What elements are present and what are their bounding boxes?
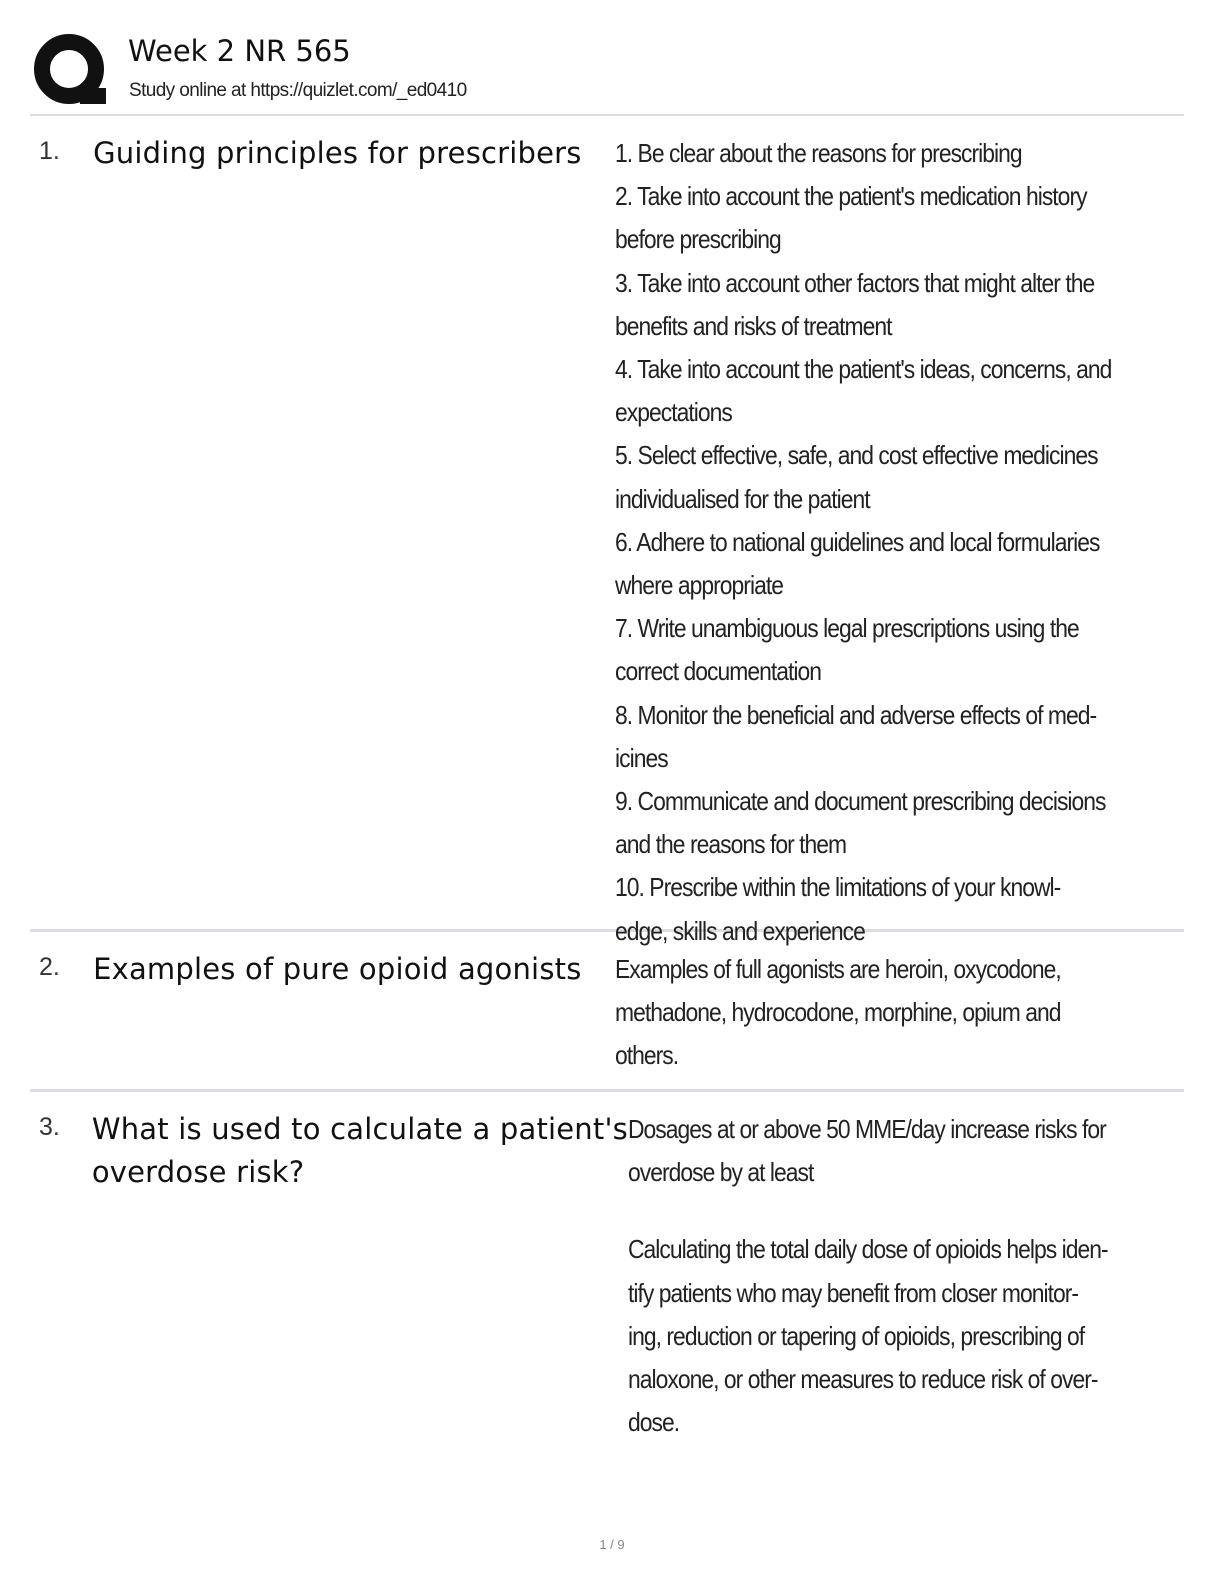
page-number: 1 / 9 [599, 1537, 625, 1552]
card-term [93, 948, 615, 1067]
definition-line: benefits and risks of treatment [614, 310, 892, 341]
document-title: Week 2 NR 565 [128, 34, 351, 68]
card-definition [628, 1108, 1117, 1444]
document-header [30, 28, 1184, 116]
card-definition [614, 948, 1116, 1071]
definition-paragraph [628, 1108, 1117, 1194]
term-line: overdose risk? [91, 1155, 305, 1189]
term-line: Examples of pure opioid agonists [93, 952, 582, 986]
definition-line: 6. Adhere to national guidelines and local formularies [614, 526, 1100, 557]
study-online-link-text: Study online at https://quizlet.com/_ed0410 [129, 80, 467, 101]
card-term [93, 132, 615, 907]
definition-line: edge, skills and experience [614, 915, 865, 946]
card-definition [614, 132, 1116, 946]
definition-line: 4. Take into account the patient's ideas, concerns, and [614, 354, 1112, 385]
definition-line: expectations [614, 397, 732, 428]
definition-line: tify patients who may benefit from closer monitor- [627, 1277, 1079, 1308]
card-number: 2. [39, 953, 60, 981]
definition-line: methadone, hydrocodone, morphine, opium and [614, 997, 1061, 1028]
flashcard [30, 116, 1184, 946]
definition-line: Dosages at or above 50 MME/day increase risks for [627, 1114, 1106, 1144]
flashcard [30, 932, 1184, 1092]
definition-line: 5. Select effective, safe, and cost effective medicines [614, 440, 1098, 471]
definition-line: 3. Take into account other factors that might alter the [614, 267, 1095, 298]
term-line: What is used to calculate a patient's [91, 1112, 628, 1146]
definition-line: 7. Write unambiguous legal prescriptions using the [614, 613, 1079, 644]
definition-line: before prescribing [614, 224, 781, 255]
card-number: 1. [39, 137, 60, 165]
term-line: Guiding principles for prescribers [93, 136, 582, 170]
definition-line: and the reasons for them [614, 829, 846, 860]
definition-line: others. [614, 1040, 679, 1071]
definition-line: dose. [627, 1407, 680, 1438]
flashcard-list [30, 116, 1184, 1466]
definition-line: individualised for the patient [614, 483, 870, 514]
definition-line: where appropriate [614, 570, 783, 601]
definition-paragraph [615, 132, 1116, 953]
card-term [92, 1108, 628, 1444]
definition-line: 1. Be clear about the reasons for prescribing [614, 138, 1022, 168]
definition-line: correct documentation [614, 656, 821, 687]
flashcard [30, 1092, 1184, 1466]
card-number: 3. [39, 1113, 60, 1141]
definition-line: Examples of full agonists are heroin, oxycodone, [614, 954, 1061, 984]
definition-line: 10. Prescribe within the limitations of your knowl- [614, 872, 1061, 903]
definition-paragraph [628, 1228, 1117, 1444]
definition-line: naloxone, or other measures to reduce risk of over- [627, 1364, 1098, 1395]
definition-line: 2. Take into account the patient's medication history [614, 181, 1087, 212]
definition-line: ing, reduction or tapering of opioids, prescribing of [627, 1320, 1085, 1351]
definition-line: 8. Monitor the beneficial and adverse effects of med- [614, 699, 1097, 730]
quizlet-logo-icon [32, 32, 108, 108]
definition-paragraph [615, 948, 1116, 1078]
definition-line: 9. Communicate and document prescribing decisions [614, 786, 1106, 817]
definition-line: Calculating the total daily dose of opioids helps iden- [627, 1234, 1108, 1265]
definition-line: icines [614, 742, 668, 773]
definition-line: overdose by at least [627, 1157, 814, 1188]
